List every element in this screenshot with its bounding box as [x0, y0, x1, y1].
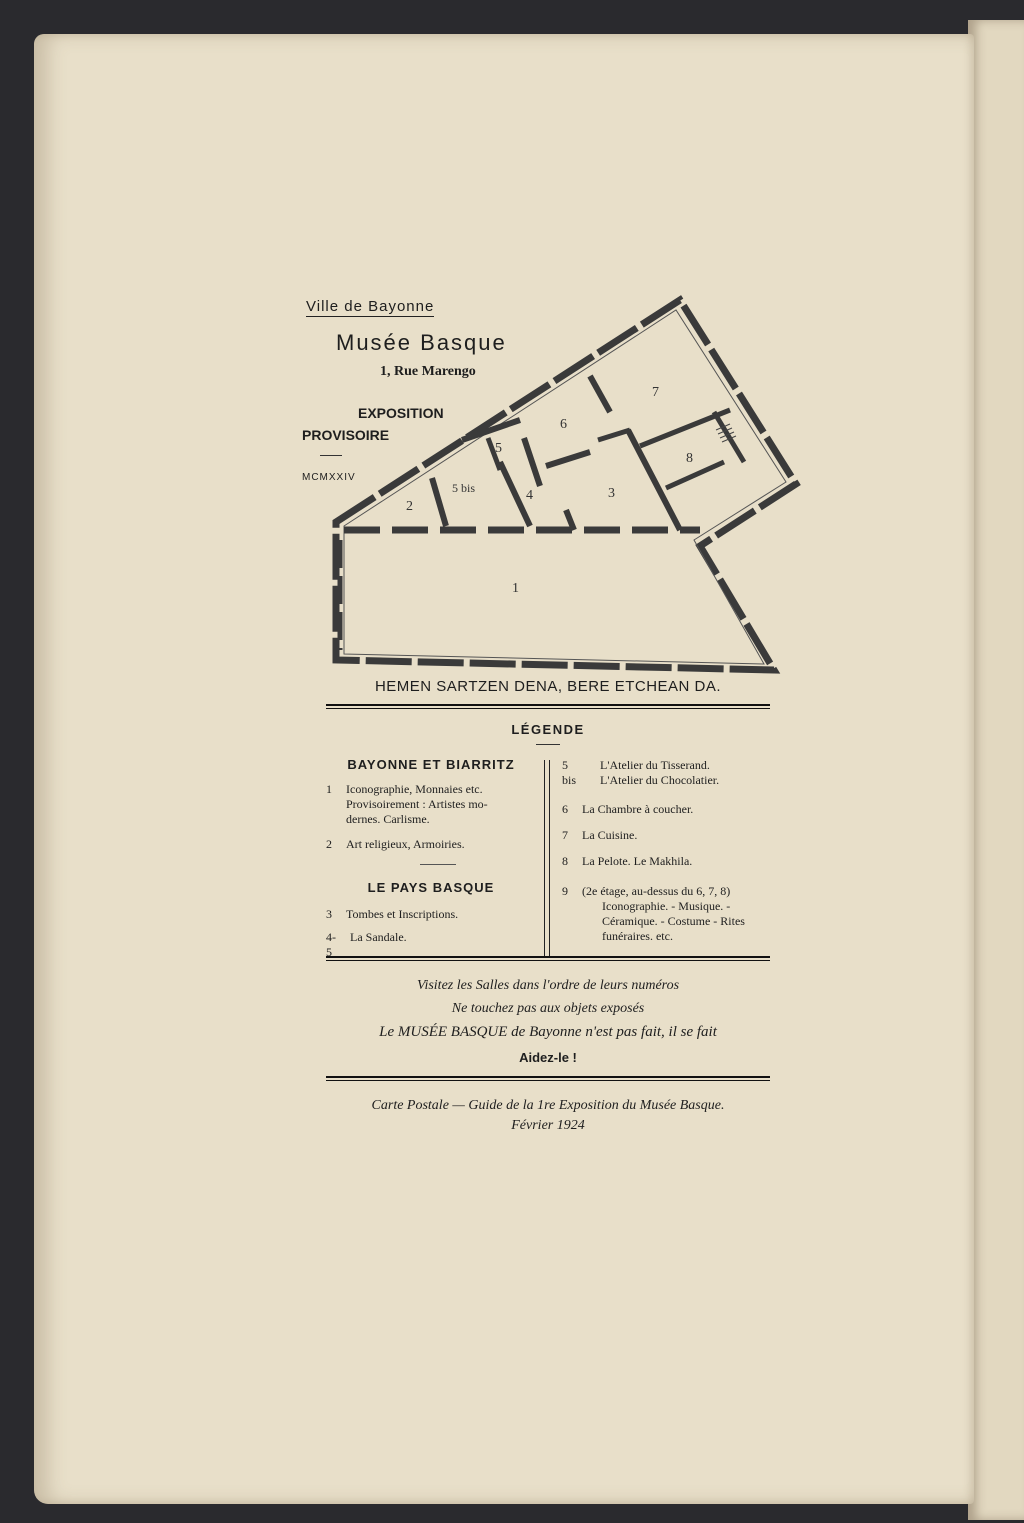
- plan-wall: [714, 412, 744, 462]
- legend-item-number: 9: [562, 884, 568, 898]
- legend-item-number: 7: [562, 828, 568, 842]
- plan-wall: [666, 462, 724, 488]
- plan-wall: [524, 438, 540, 486]
- postcard-date: Février 1924: [511, 1118, 585, 1133]
- legend-item-text: funéraires. etc.: [602, 929, 673, 943]
- room-number: 4: [526, 488, 533, 503]
- room-number: 2: [406, 499, 413, 514]
- legend-item-text: La Pelote. Le Makhila.: [582, 854, 693, 868]
- basque-motto: HEMEN SARTZEN DENA, BERE ETCHEAN DA.: [374, 678, 722, 695]
- legend-item-number: 8: [562, 854, 568, 868]
- section-heading-bayonne: BAYONNE ET BIARRITZ: [347, 757, 515, 772]
- year-roman: MCMXXIV: [302, 472, 356, 483]
- legend-item-text: Art religieux, Armoiries.: [346, 837, 465, 851]
- legend-item-text: L'Atelier du Chocolatier.: [600, 773, 720, 787]
- room-number: 1: [512, 581, 519, 596]
- divider-rule: [326, 956, 770, 961]
- legend-title: LÉGENDE: [511, 722, 585, 737]
- postcard-caption: Carte Postale — Guide de la 1re Exposition du Musée Basque.: [371, 1098, 725, 1113]
- legend-item-number: 2: [326, 837, 332, 851]
- divider-rule: [326, 704, 770, 709]
- legend-item-number: 5 bis: [562, 758, 577, 787]
- legend-item-text: Tombes et Inscriptions.: [346, 907, 459, 921]
- legend-item-number: 4-5: [326, 930, 336, 959]
- legend-item-text: La Chambre à coucher.: [582, 802, 694, 816]
- room-number: 5: [495, 441, 502, 456]
- legend-item-text: Iconographie, Monnaies etc.: [346, 782, 483, 796]
- legend-item-text: Iconographie. - Musique. -: [602, 899, 731, 913]
- legend-item-text: dernes. Carlisme.: [346, 812, 430, 826]
- divider-rule: [326, 1076, 770, 1081]
- plan-wall: [590, 376, 610, 412]
- notice-help-call: Aidez-le !: [519, 1050, 577, 1065]
- room-number: 6: [560, 417, 567, 432]
- legend-item-number: 1: [326, 782, 332, 796]
- legend-item-text: La Cuisine.: [582, 828, 638, 842]
- legend-item-number: 6: [562, 802, 568, 816]
- notice-do-not-touch: Ne touchez pas aux objets exposés: [451, 1001, 645, 1016]
- legend-item-text: Provisoirement : Artistes mo-: [346, 797, 488, 811]
- museum-address: 1, Rue Marengo: [380, 364, 476, 379]
- plan-wall: [628, 430, 680, 530]
- legend-item-text: L'Atelier du Tisserand.: [600, 758, 710, 772]
- plan-wall: [546, 452, 590, 466]
- notice-visit-order: Visitez les Salles dans l'ordre de leurs numéros: [416, 978, 680, 993]
- section-divider: [420, 864, 456, 865]
- plan-wall: [432, 478, 446, 526]
- room-number: 8: [686, 451, 693, 466]
- provisoire-label: PROVISOIRE: [302, 427, 390, 443]
- plan-outer-wall: [336, 300, 796, 670]
- section-heading-pays-basque: LE PAYS BASQUE: [367, 880, 495, 895]
- room-number: 5 bis: [452, 481, 476, 495]
- legend-item-text: (2e étage, au-dessus du 6, 7, 8): [582, 884, 731, 898]
- legend-column-divider: [544, 760, 550, 956]
- legend-item-text: Céramique. - Costume - Rites: [602, 914, 745, 928]
- legend-item-number: 3: [326, 907, 332, 921]
- legend-item-text: La Sandale.: [350, 930, 407, 944]
- museum-title: Musée Basque: [336, 330, 507, 355]
- city-heading: Ville de Bayonne: [306, 298, 435, 315]
- plan-wall: [598, 430, 630, 440]
- room-number: 3: [608, 486, 615, 501]
- exposition-label: EXPOSITION: [358, 405, 444, 421]
- room-number: 7: [652, 385, 659, 400]
- notice-museum-in-progress: Le MUSÉE BASQUE de Bayonne n'est pas fait, il se fait: [379, 1024, 717, 1040]
- legend-dash: [536, 744, 560, 745]
